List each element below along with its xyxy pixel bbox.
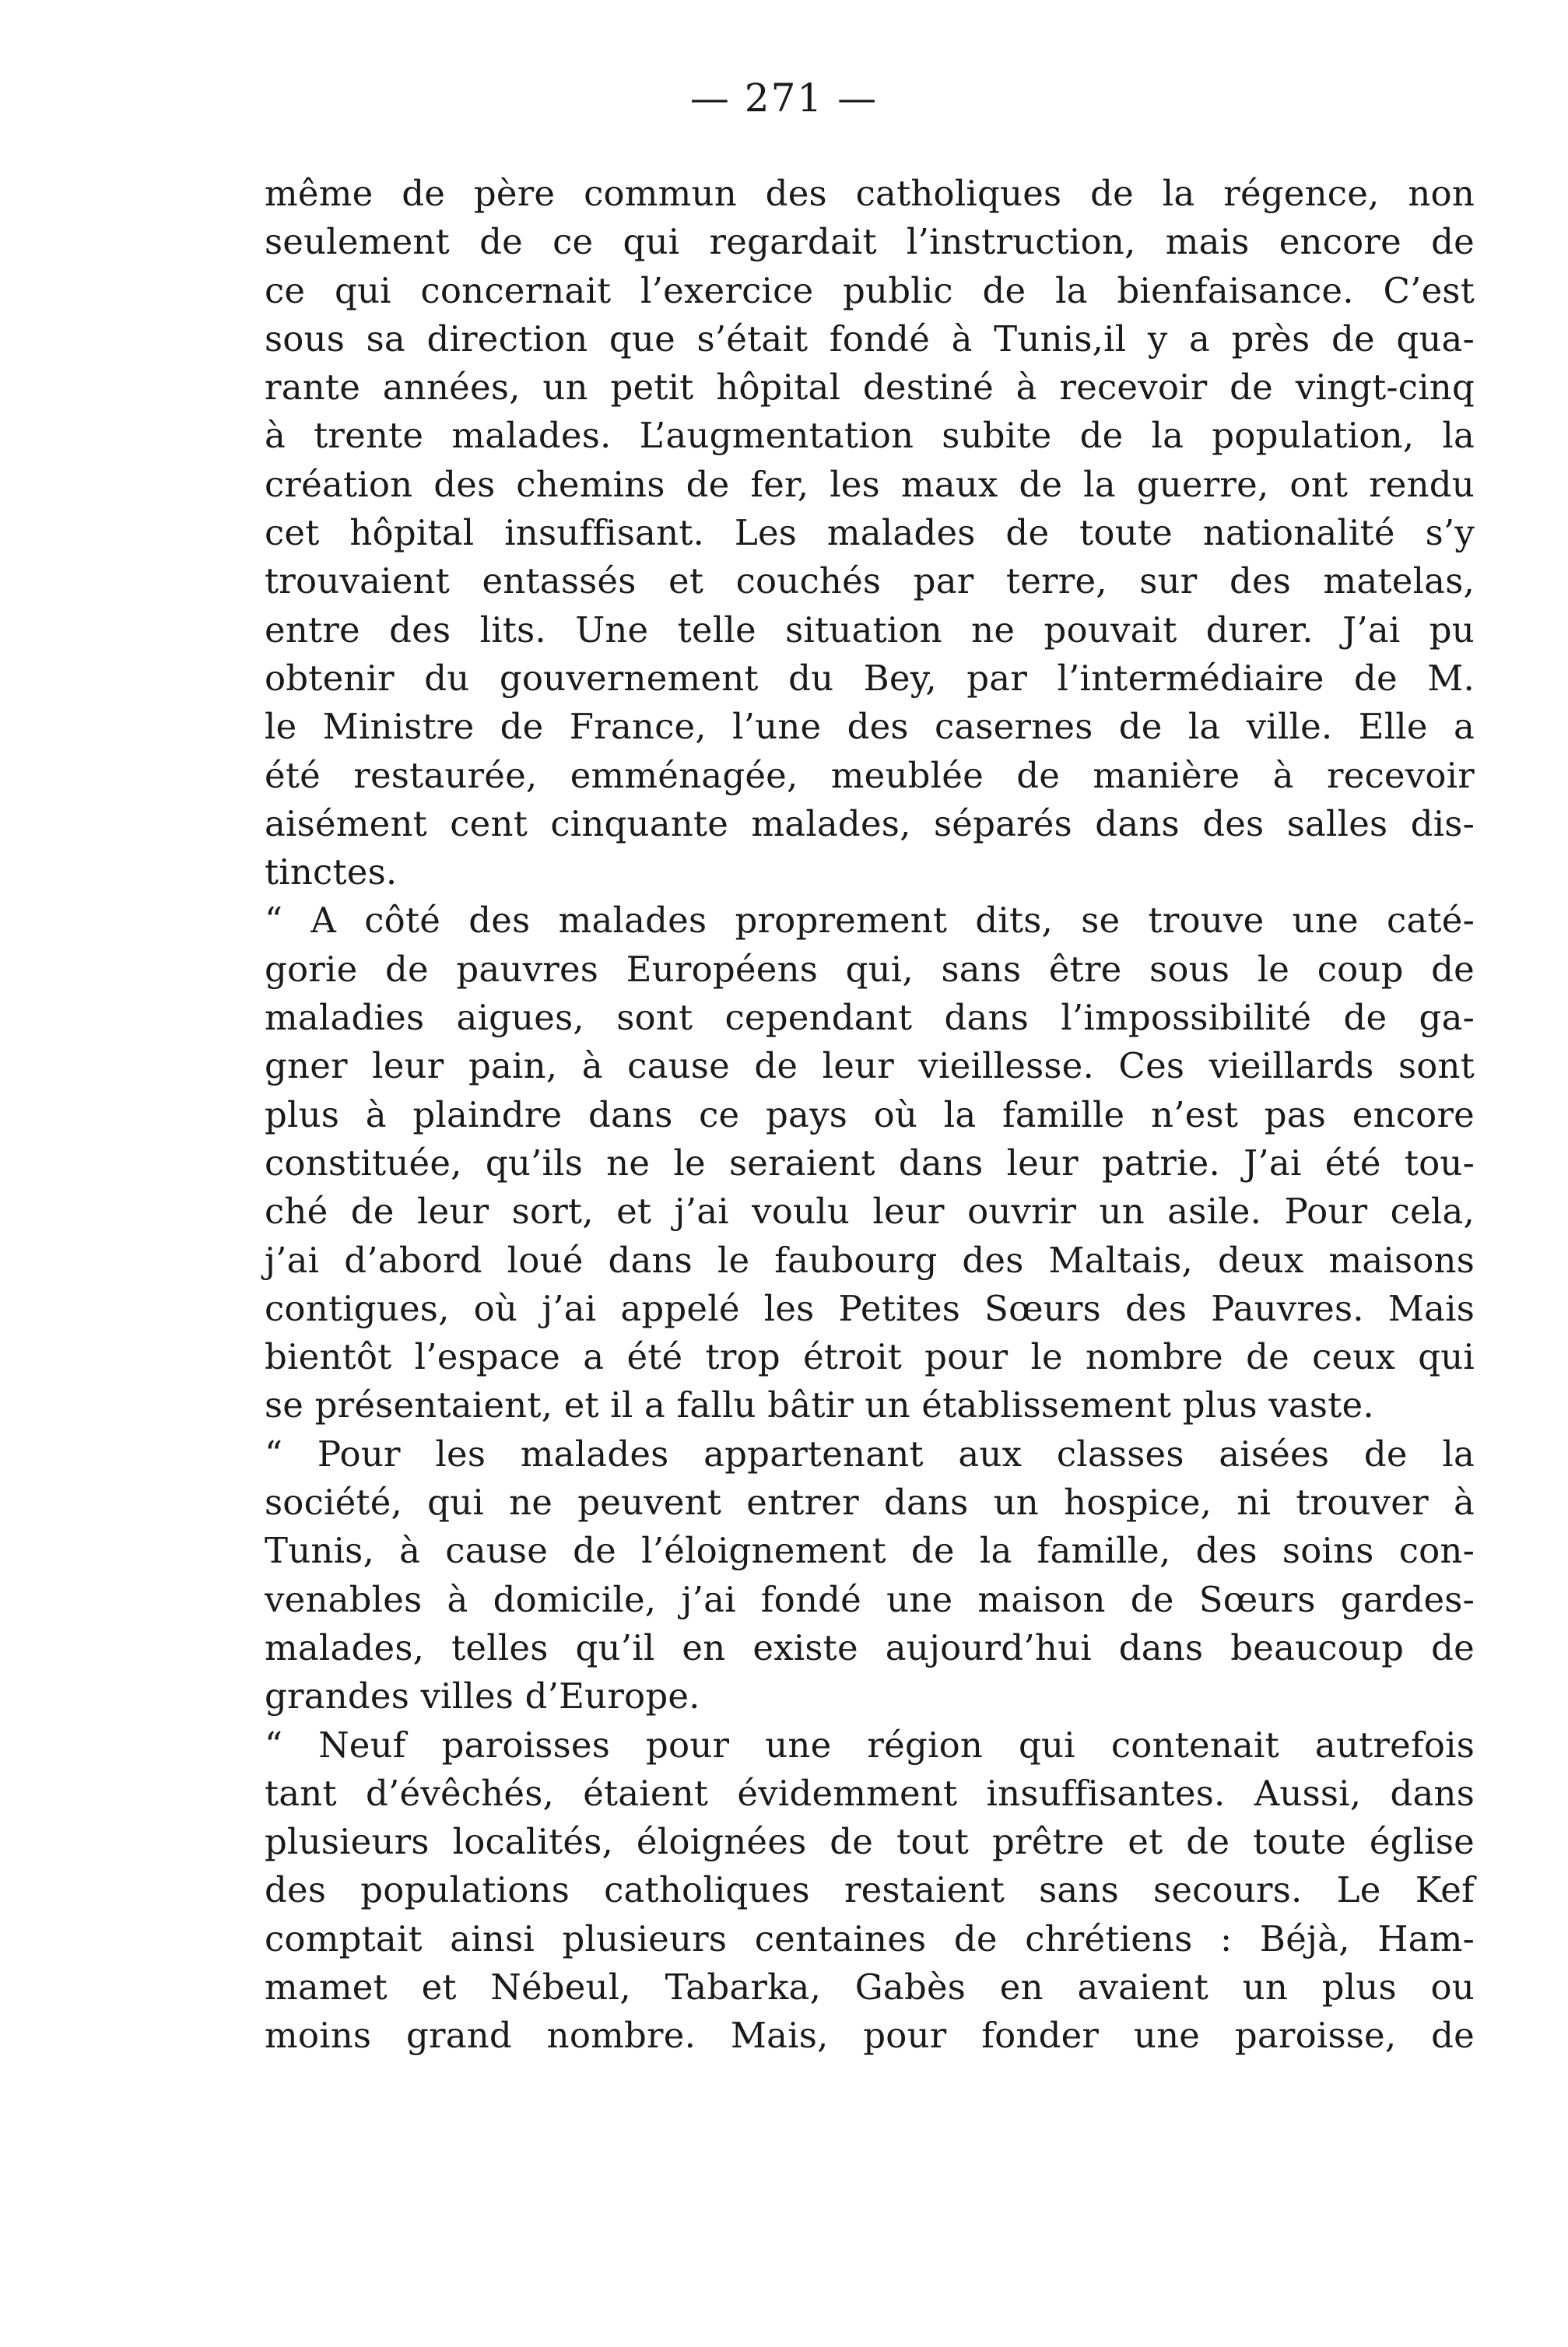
text-line: obtenir du gouvernement du Bey, par l’intermédiaire de M.	[265, 657, 1475, 699]
text-line: ce qui concernait l’exercice public de la bienfaisance. C’est	[265, 269, 1475, 311]
text-line: sous sa direction que s’était fondé à Tunis,il y a près de qua-	[265, 317, 1475, 360]
text-line: mamet et Nébeul, Tabarka, Gabès en avaient un plus ou	[265, 1966, 1475, 2008]
text-line: se présentaient, et il a fallu bâtir un établissement plus vaste.	[265, 1384, 1374, 1426]
text-line: contigues, où j’ai appelé les Petites Sœurs des Pauvres. Mais	[265, 1287, 1475, 1329]
text-line: moins grand nombre. Mais, pour fonder une paroisse, de	[265, 2015, 1475, 2057]
text-line: venables à domicile, j’ai fondé une maison de Sœurs gardes-	[265, 1578, 1475, 1620]
text-line: aisément cent cinquante malades, séparés dans des salles dis-	[265, 802, 1475, 844]
text-line: tinctes.	[265, 851, 398, 893]
text-line: gorie de pauvres Européens qui, sans être sous le coup de	[265, 948, 1475, 990]
text-line: “ Pour les malades appartenant aux classes aisées de la	[265, 1433, 1475, 1475]
text-line: le Ministre de France, l’une des casernes de la ville. Elle a	[265, 706, 1475, 748]
text-line: cet hôpital insuffisant. Les malades de toute nationalité s’y	[265, 512, 1475, 554]
text-line: société, qui ne peuvent entrer dans un hospice, ni trouver à	[265, 1482, 1475, 1524]
text-line: même de père commun des catholiques de la régence, non	[265, 173, 1475, 214]
text-line: seulement de ce qui regardait l’instruction, mais encore de	[265, 221, 1475, 263]
text-line: malades, telles qu’il en existe aujourd’hui dans beaucoup de	[265, 1626, 1475, 1668]
text-line: plusieurs localités, éloignées de tout prêtre et de toute église	[265, 1821, 1475, 1863]
page-number: — 271 —	[689, 75, 879, 121]
text-line: gner leur pain, à cause de leur vieillesse. Ces vieillards sont	[265, 1045, 1475, 1087]
text-line: maladies aigues, sont cependant dans l’impossibilité de ga-	[265, 997, 1475, 1039]
text-line: “ A côté des malades proprement dits, se trouve une caté-	[265, 900, 1475, 942]
text-line: plus à plaindre dans ce pays où la famille n’est pas encore	[265, 1093, 1475, 1135]
text-line: Tunis, à cause de l’éloignement de la famille, des soins con-	[265, 1530, 1475, 1572]
text-line: entre des lits. Une telle situation ne pouvait durer. J’ai pu	[265, 609, 1475, 651]
text-line: j’ai d’abord loué dans le faubourg des Maltais, deux maisons	[265, 1239, 1475, 1281]
text-line: à trente malades. L’augmentation subite de la population, la	[265, 415, 1475, 457]
text-line: trouvaient entassés et couchés par terre, sur des matelas,	[265, 560, 1475, 602]
text-line: comptait ainsi plusieurs centaines de chrétiens : Béjà, Ham-	[265, 1917, 1475, 1959]
text-line: ché de leur sort, et j’ai voulu leur ouvrir un asile. Pour cela,	[265, 1191, 1475, 1233]
text-line: des populations catholiques restaient sans secours. Le Kef	[265, 1869, 1475, 1911]
text-line: été restaurée, emménagée, meublée de manière à recevoir	[265, 754, 1475, 796]
text-line: constituée, qu’ils ne le seraient dans leur patrie. J’ai été tou-	[265, 1142, 1475, 1184]
text-line: “ Neuf paroisses pour une région qui contenait autrefois	[265, 1724, 1475, 1766]
text-line: tant d’évêchés, étaient évidemment insuffisantes. Aussi, dans	[265, 1772, 1475, 1814]
body-text	[265, 170, 1475, 2061]
text-line: création des chemins de fer, les maux de la guerre, ont rendu	[265, 463, 1475, 505]
text-line: grandes villes d’Europe.	[265, 1675, 700, 1717]
text-line: bientôt l’espace a été trop étroit pour le nombre de ceux qui	[265, 1336, 1475, 1378]
text-line: rante années, un petit hôpital destiné à recevoir de vingt-cinq	[265, 367, 1475, 409]
